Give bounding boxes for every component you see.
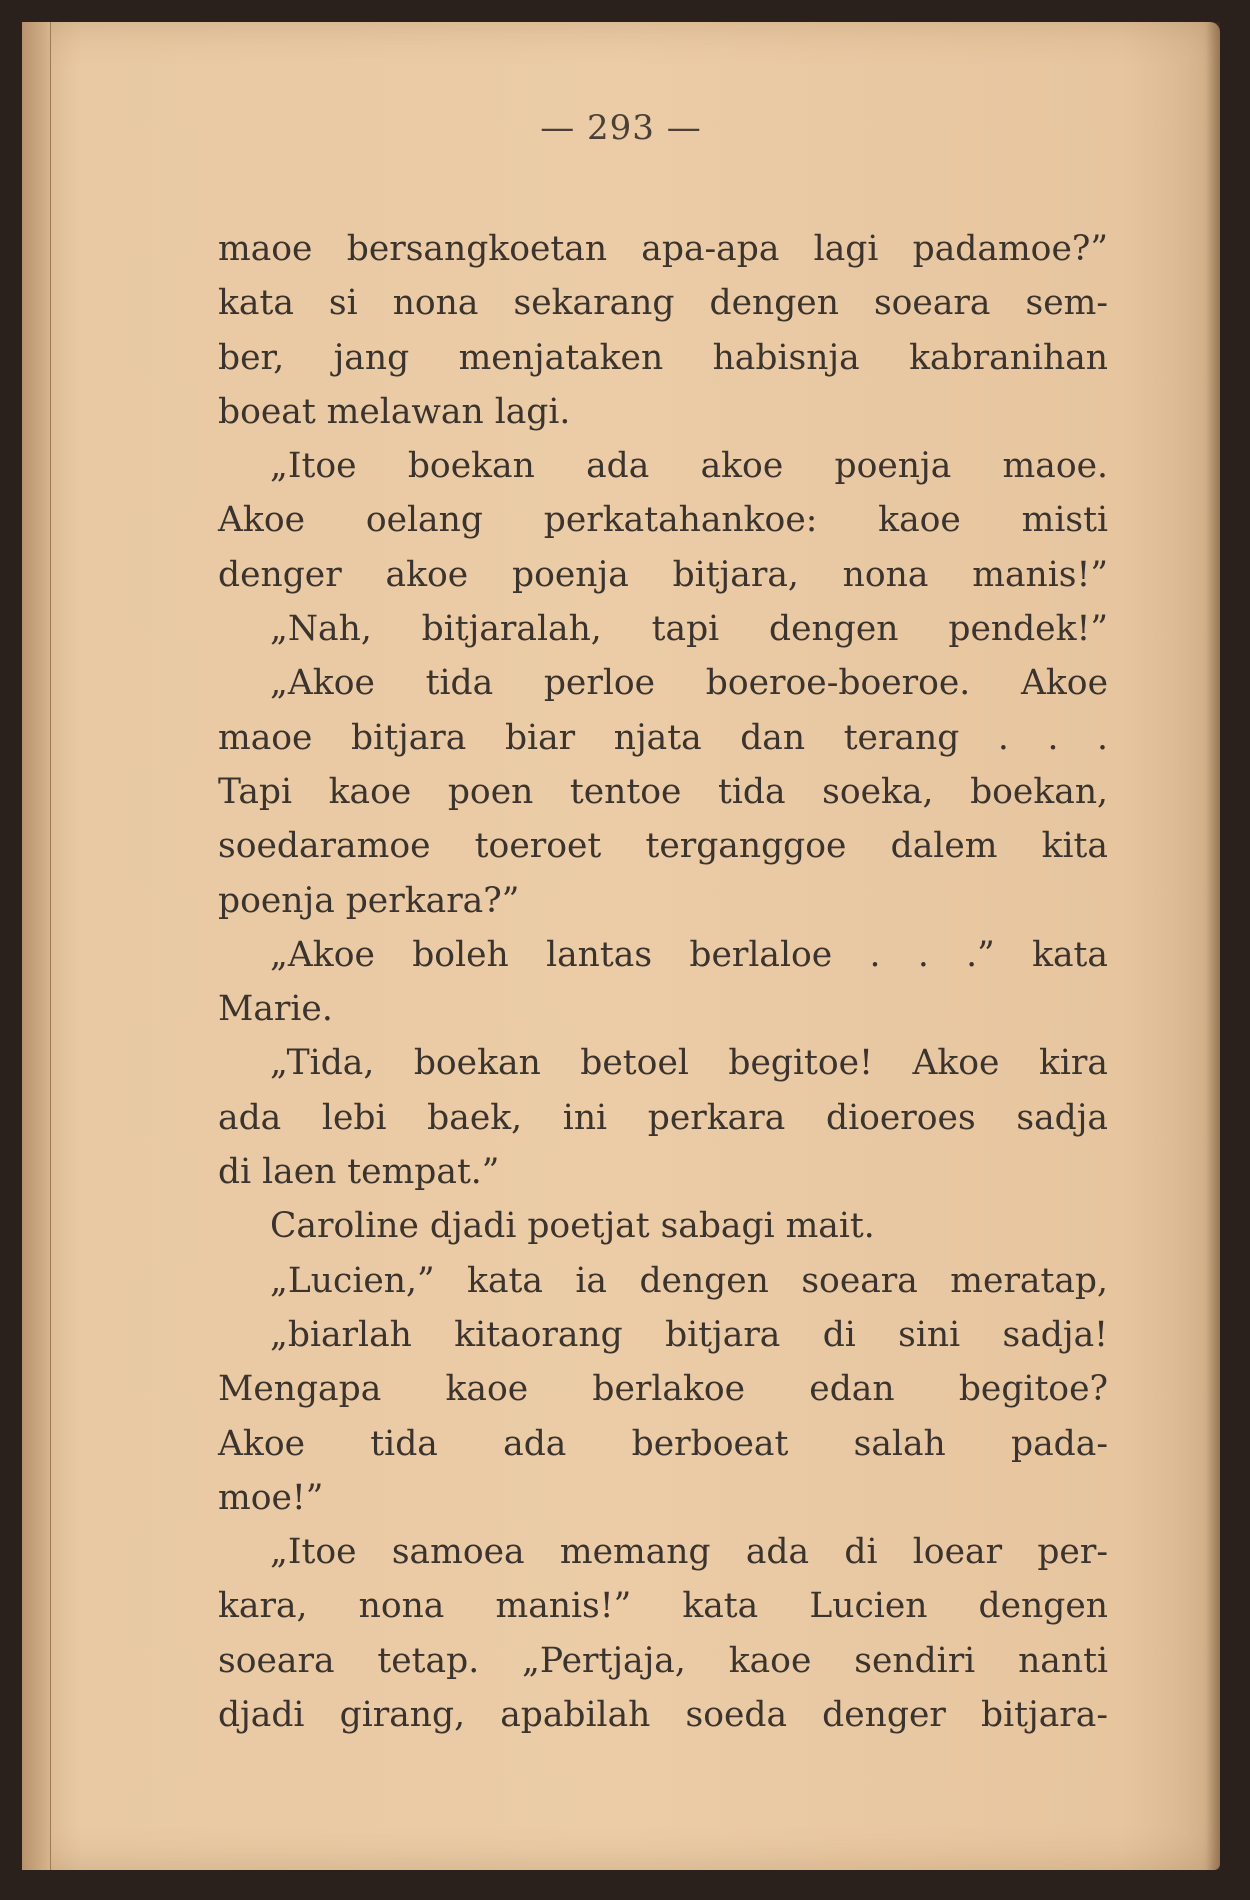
- text-line: ada lebi baek, ini perkara dioeroes sadja: [218, 1097, 1108, 1138]
- text-line: moe!”: [218, 1477, 324, 1518]
- text-line: Tapi kaoe poen tentoe tida soeka, boekan,: [218, 771, 1108, 812]
- text-line: kara, nona manis!” kata Lucien dengen: [218, 1586, 1108, 1627]
- page-body: [218, 222, 1108, 1742]
- text-line: di laen tempat.”: [218, 1152, 500, 1193]
- text-line: „Akoe tida perloe boeroe-boeroe. Akoe: [270, 663, 1108, 704]
- text-line: soedaramoe toeroet terganggoe dalem kita: [218, 826, 1108, 867]
- text-line: maoe bitjara biar njata dan terang . . .: [218, 717, 1108, 758]
- text-line: Caroline djadi poetjat sabagi mait.: [270, 1206, 875, 1247]
- text-line: boeat melawan lagi.: [218, 391, 571, 432]
- book-page: [22, 22, 1220, 1870]
- text-line: djadi girang, apabilah soeda denger bitjara-: [218, 1695, 1108, 1736]
- text-line: Akoe tida ada berboeat salah pada-: [218, 1423, 1108, 1464]
- text-line: ber, jang menjataken habisnja kabranihan: [218, 337, 1108, 378]
- page-number: — 293 —: [540, 108, 702, 148]
- text-line: poenja perkara?”: [218, 880, 520, 921]
- page-gutter: [22, 22, 51, 1870]
- text-line: denger akoe poenja bitjara, nona manis!”: [218, 554, 1108, 595]
- text-line: „Itoe samoea memang ada di loear per-: [270, 1532, 1108, 1573]
- text-line: soeara tetap. „Pertjaja, kaoe sendiri nanti: [218, 1640, 1108, 1681]
- text-line: „biarlah kitaorang bitjara di sini sadja!: [270, 1314, 1108, 1355]
- text-line: „Itoe boekan ada akoe poenja maoe.: [270, 446, 1108, 487]
- text-line: „Lucien,” kata ia dengen soeara meratap,: [270, 1260, 1108, 1301]
- text-line: Akoe oelang perkatahankoe: kaoe misti: [218, 500, 1108, 541]
- text-line: kata si nona sekarang dengen soeara sem-: [218, 283, 1108, 324]
- page-edge: [1206, 22, 1220, 1870]
- text-line: maoe bersangkoetan apa-apa lagi padamoe?”: [218, 229, 1108, 269]
- text-line: Marie.: [218, 989, 333, 1030]
- text-line: „Nah, bitjaralah, tapi dengen pendek!”: [270, 609, 1108, 650]
- text-line: „Akoe boleh lantas berlaloe . . .” kata: [270, 934, 1108, 975]
- text-line: Mengapa kaoe berlakoe edan begitoe?: [218, 1369, 1108, 1410]
- text-line: „Tida, boekan betoel begitoe! Akoe kira: [270, 1043, 1108, 1084]
